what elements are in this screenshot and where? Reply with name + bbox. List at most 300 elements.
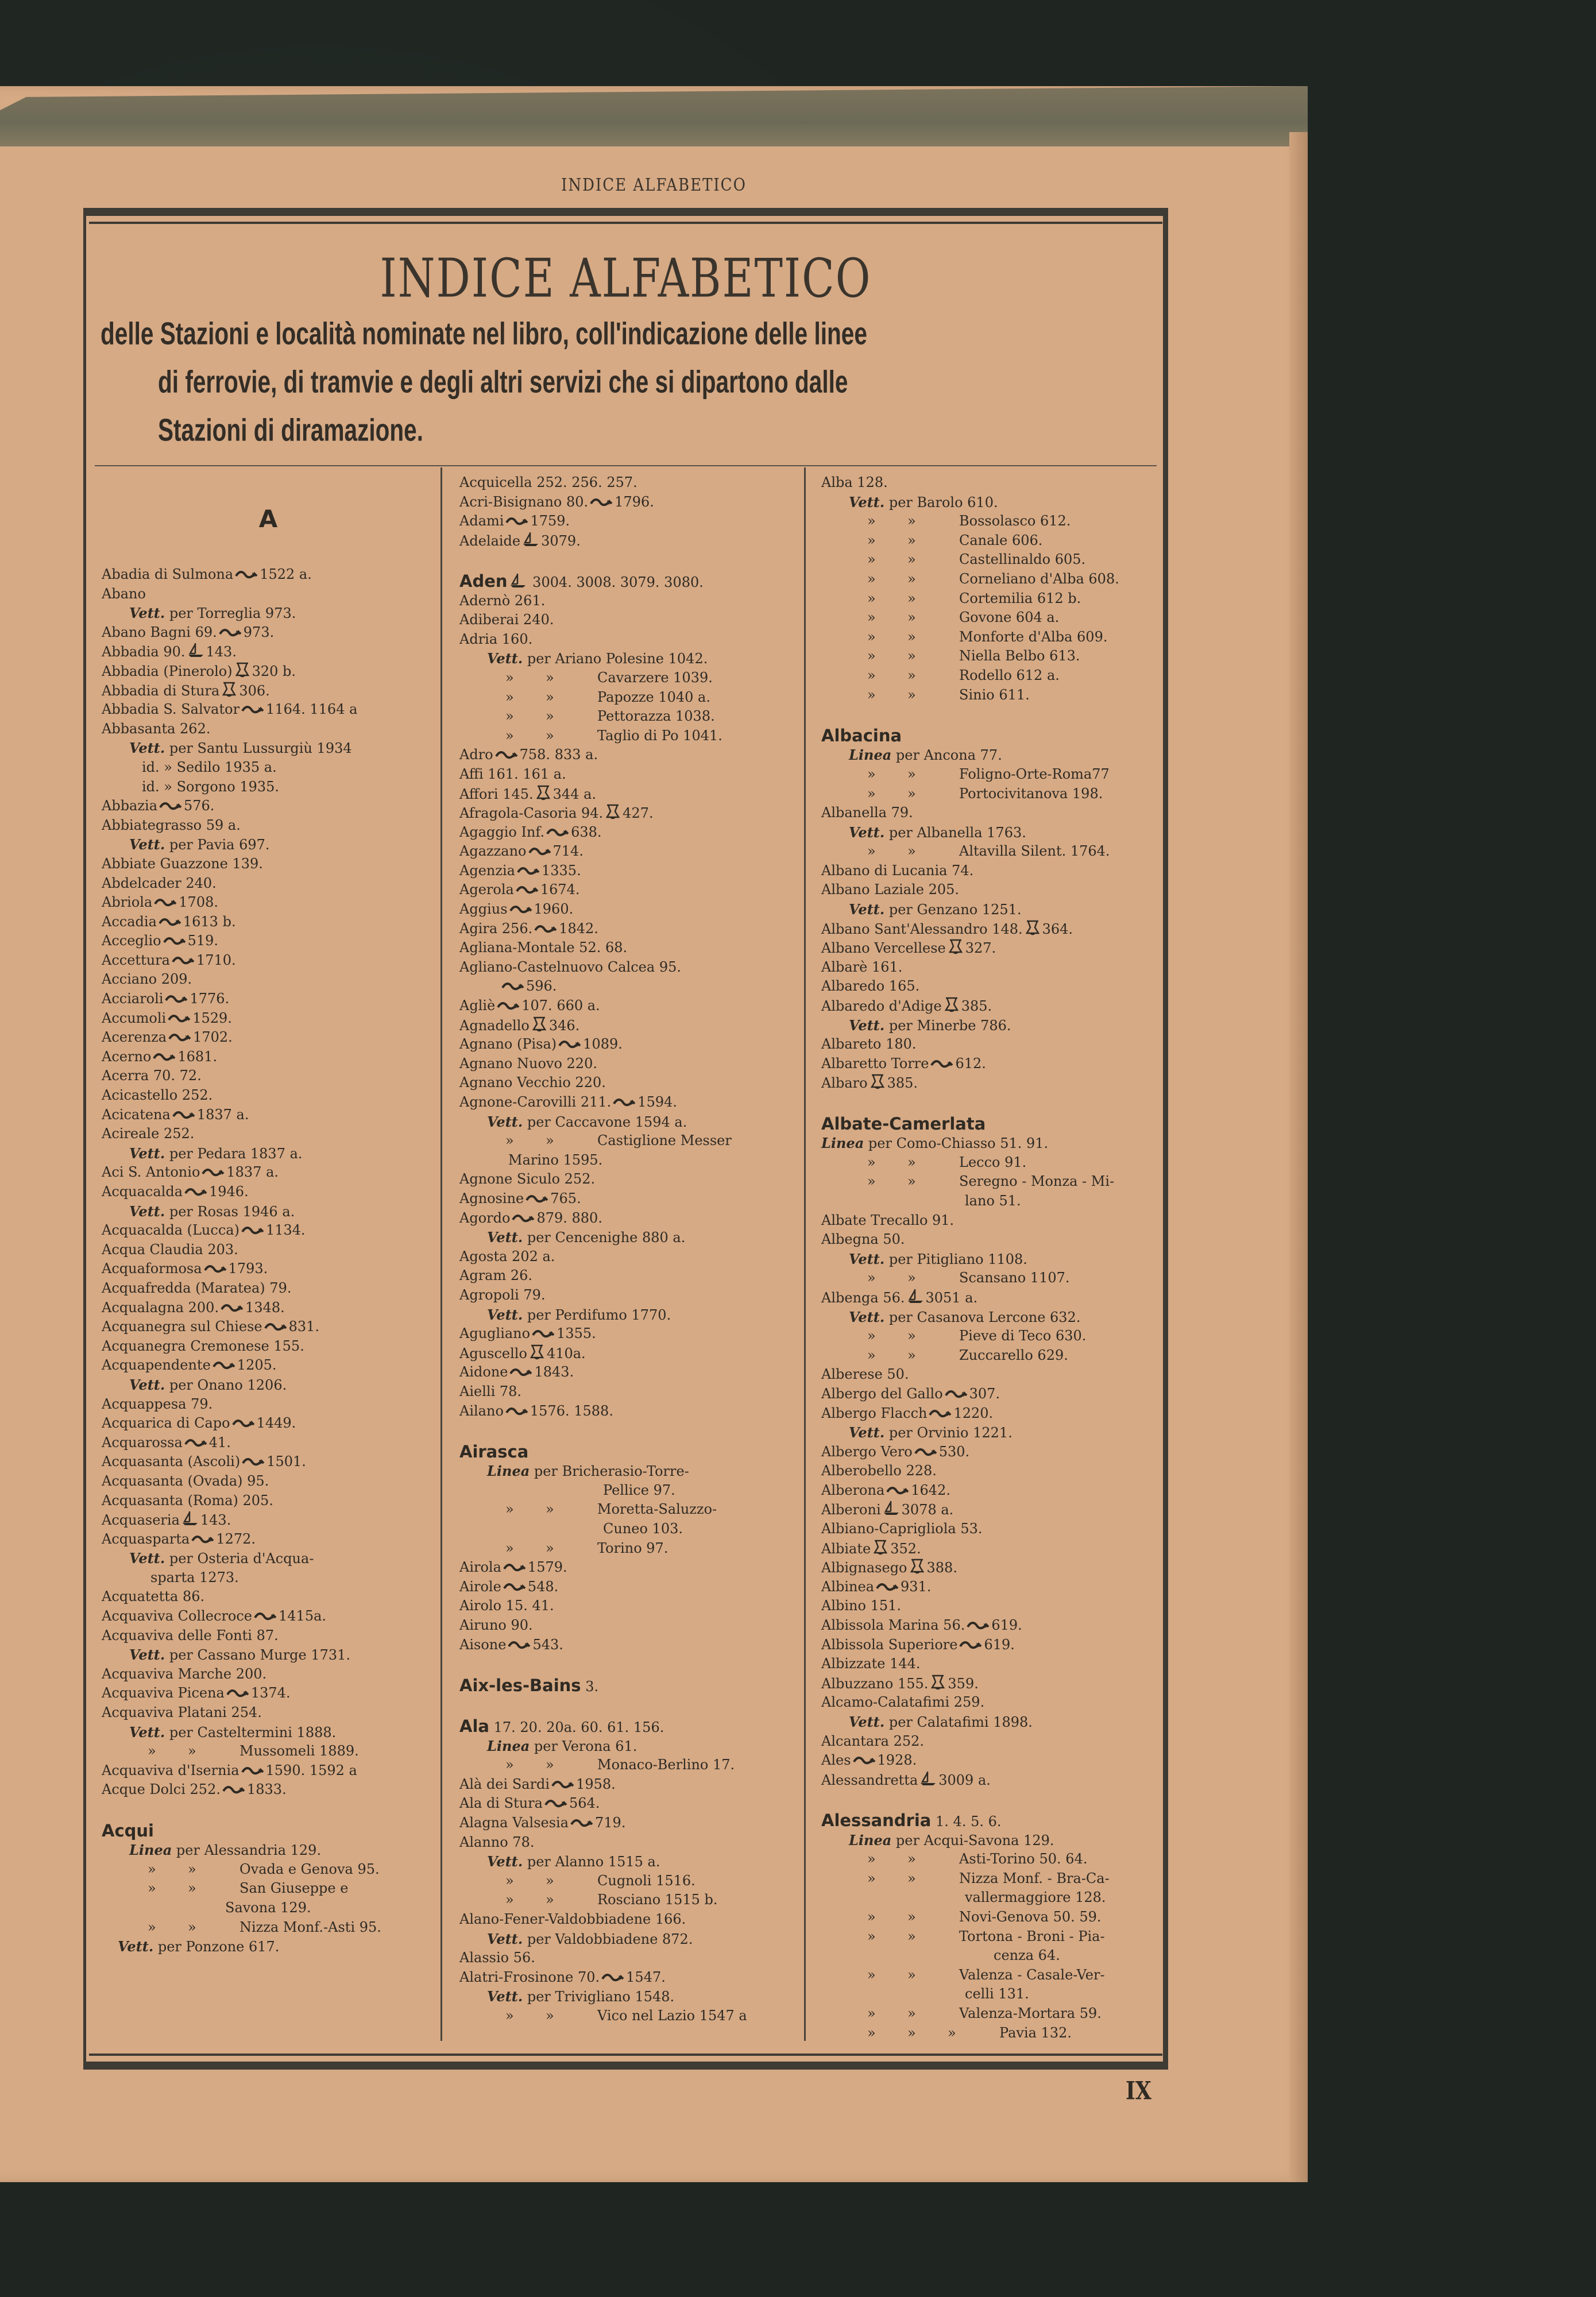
entry-pages: 385. xyxy=(961,998,992,1015)
index-entry xyxy=(821,1654,1160,1674)
ditto-mark: » xyxy=(907,1154,916,1170)
entry-name: Aielli 78. xyxy=(459,1383,522,1399)
entry-pages: 1579. xyxy=(527,1559,567,1576)
ditto-mark: » xyxy=(867,1851,876,1867)
index-entry xyxy=(102,1298,435,1318)
entry-name: Acquanegra Cremonese 155. xyxy=(102,1337,304,1354)
index-entry xyxy=(102,796,435,816)
service-type: Vett. xyxy=(849,1016,885,1034)
index-entry xyxy=(821,1054,1160,1074)
service-type: Vett. xyxy=(129,1202,165,1220)
vettura-line xyxy=(102,604,435,623)
entry-name: Accadia xyxy=(102,913,157,930)
index-entry xyxy=(821,1500,1160,1519)
destination: Cavarzere 1039. xyxy=(597,669,713,686)
entry-name: Acquacalda (Lucca) xyxy=(102,1222,239,1239)
index-entry xyxy=(459,996,798,1016)
destination: Pieve di Teco 630. xyxy=(959,1328,1087,1344)
vettura-line xyxy=(102,1144,435,1163)
index-column-3 xyxy=(821,473,1160,2043)
ditto-mark: » xyxy=(867,1870,876,1886)
ditto-destination xyxy=(459,1539,798,1559)
entry-pages: 638. xyxy=(571,823,602,840)
entry-pages: 1576. 1588. xyxy=(530,1402,613,1419)
ditto-mark: » xyxy=(188,1861,196,1877)
ditto-mark: » xyxy=(546,1540,554,1556)
bell-icon xyxy=(234,662,250,683)
entry-name: Acerno xyxy=(102,1048,152,1065)
ditto-destination xyxy=(821,1172,1160,1192)
index-entry xyxy=(102,1105,435,1125)
entry-name: Acqua Claudia 203. xyxy=(102,1241,238,1258)
entry-name: Abbiate Guazzone 139. xyxy=(102,855,263,872)
destination: per Verona 61. xyxy=(534,1738,637,1754)
entry-name: Agazzano xyxy=(459,843,527,860)
ditto-destination xyxy=(821,1269,1160,1288)
index-entry xyxy=(821,1461,1160,1481)
destination: Castiglione Messer xyxy=(597,1132,732,1149)
tram-wave-icon xyxy=(226,1685,249,1705)
ditto-mark: » xyxy=(867,667,876,683)
destination: Nizza Monf. - Bra-Ca- xyxy=(959,1870,1110,1886)
entry-pages: 327. xyxy=(965,940,996,957)
index-entry xyxy=(821,473,1160,493)
index-entry xyxy=(459,1910,798,1929)
entry-name: Airolo 15. 41. xyxy=(459,1598,554,1614)
index-entry xyxy=(821,1635,1160,1655)
index-entry xyxy=(102,1491,435,1511)
service-type: Linea xyxy=(129,1842,172,1859)
ditto-mark: » xyxy=(867,1928,876,1944)
vettura-line xyxy=(102,835,435,854)
index-entry xyxy=(459,784,798,804)
entry-pages: 1355. xyxy=(557,1325,596,1342)
bell-icon xyxy=(605,803,621,825)
destination: Rodello 612 a. xyxy=(959,667,1060,683)
destination: lano 51. xyxy=(965,1192,1021,1209)
tram-wave-icon xyxy=(512,1211,535,1230)
spacer xyxy=(102,1800,435,1819)
index-entry-junction xyxy=(459,1717,798,1737)
ditto-mark: » xyxy=(546,1872,554,1889)
ditto-mark: » xyxy=(907,1908,916,1925)
linea-line xyxy=(821,1831,1160,1850)
ditto-mark: » xyxy=(907,667,916,683)
continuation xyxy=(821,1888,1160,1908)
destination: Ovada e Genova 95. xyxy=(239,1861,380,1877)
frame-right-border xyxy=(1163,208,1168,2070)
tram-wave-icon xyxy=(154,895,177,914)
index-column-2 xyxy=(459,473,798,2026)
entry-name: Acquaviva delle Fonti 87. xyxy=(102,1627,279,1644)
index-entry xyxy=(459,1189,798,1209)
index-entry xyxy=(102,1028,435,1047)
entry-name: Alba 128. xyxy=(821,474,888,490)
ditto-mark: » xyxy=(907,1347,916,1363)
page-number: IX xyxy=(1126,2076,1151,2106)
destination: Taglio di Po 1041. xyxy=(597,727,722,744)
entry-name: Agnone Siculo 252. xyxy=(459,1171,596,1188)
destination: per Minerbe 786. xyxy=(888,1017,1011,1034)
destination: per Alessandria 129. xyxy=(176,1842,322,1859)
service-type: Linea xyxy=(487,1737,530,1754)
ditto-mark: » xyxy=(907,2005,916,2021)
index-entry xyxy=(102,1761,435,1781)
index-entry xyxy=(459,1794,798,1813)
vettura-line xyxy=(102,1723,435,1742)
vettura-line xyxy=(459,1987,798,2006)
ditto-destination xyxy=(821,1908,1160,1927)
destination: Papozze 1040 a. xyxy=(597,689,710,705)
vettura-line xyxy=(821,1423,1160,1443)
entry-name: Acquanegra sul Chiese xyxy=(102,1318,262,1335)
index-entry xyxy=(459,1209,798,1228)
entry-pages: 3079. xyxy=(541,532,581,549)
index-entry xyxy=(459,900,798,919)
index-entry xyxy=(102,1356,435,1375)
linea-line xyxy=(821,745,1160,765)
destination: Cuneo 103. xyxy=(603,1521,683,1537)
index-entry xyxy=(102,1279,435,1298)
destination: Savona 129. xyxy=(225,1899,311,1916)
entry-pages: 765. xyxy=(550,1190,581,1206)
index-entry-junction xyxy=(821,1811,1160,1831)
entry-name: Albanella 79. xyxy=(821,805,913,821)
destination: per Caccavone 1594 a. xyxy=(527,1113,687,1130)
index-entry xyxy=(102,893,435,912)
index-entry-junction xyxy=(821,726,1160,746)
ditto-mark: » xyxy=(505,1872,514,1889)
entry-pages: 1928. xyxy=(877,1752,917,1769)
entry-pages: 3009 a. xyxy=(938,1772,991,1788)
entry-pages: 3078 a. xyxy=(901,1502,954,1518)
destination: Monaco-Berlino 17. xyxy=(597,1757,735,1773)
id-destination xyxy=(102,778,435,797)
entry-name: Acquaviva d'Isernia xyxy=(102,1762,239,1778)
entry-name: Acri-Bisignano 80. xyxy=(459,493,589,510)
destination: per Onano 1206. xyxy=(169,1376,287,1393)
index-entry xyxy=(821,1732,1160,1751)
destination: Nizza Monf.-Asti 95. xyxy=(239,1919,381,1935)
ditto-mark: » xyxy=(867,532,876,548)
entry-name: Acquasanta (Roma) 205. xyxy=(102,1492,273,1509)
tram-wave-icon xyxy=(853,1753,876,1772)
index-entry xyxy=(459,745,798,765)
entry-pages: 1958. xyxy=(576,1776,616,1792)
index-entry xyxy=(821,938,1160,958)
ditto-mark: » xyxy=(907,1870,916,1886)
index-entry xyxy=(102,1182,435,1202)
ditto-mark: » xyxy=(148,1880,156,1897)
ditto-mark: » xyxy=(505,1892,514,1908)
index-entry xyxy=(459,880,798,900)
tram-wave-icon xyxy=(191,1532,214,1551)
index-entry xyxy=(102,1395,435,1414)
continuation xyxy=(821,1192,1160,1211)
index-entry xyxy=(102,681,435,701)
entry-name: Albegna 50. xyxy=(821,1231,905,1248)
tram-wave-icon xyxy=(242,1454,265,1474)
steamer-icon xyxy=(883,1500,900,1522)
destination: per Casanova Lercone 632. xyxy=(888,1309,1081,1325)
entry-name: Alatri-Frosinone 70. xyxy=(459,1969,600,1985)
index-entry xyxy=(459,493,798,512)
index-entry-junction xyxy=(102,1822,435,1841)
entry-name: Agliana-Montale 52. 68. xyxy=(459,939,628,956)
junction-name: Ala xyxy=(459,1716,489,1736)
index-entry xyxy=(459,1382,798,1402)
entry-name: Acicastello 252. xyxy=(102,1087,213,1104)
index-entry xyxy=(459,842,798,861)
ditto-mark: » xyxy=(907,1328,916,1344)
continuation xyxy=(459,1151,798,1170)
ditto-mark: » xyxy=(867,570,876,587)
spacer xyxy=(821,1789,1160,1809)
service-type: Vett. xyxy=(129,836,165,853)
ditto-destination xyxy=(821,666,1160,686)
index-entry xyxy=(102,816,435,836)
ditto-mark: » xyxy=(867,765,876,782)
entry-pages: 714. xyxy=(552,843,583,860)
tram-wave-icon xyxy=(222,1782,245,1801)
index-entry xyxy=(459,1833,798,1853)
ditto-destination xyxy=(459,726,798,746)
ditto-mark: » xyxy=(867,1966,876,1983)
entry-pages: 3. xyxy=(585,1678,599,1695)
entry-name: Agnano Vecchio 220. xyxy=(459,1074,606,1091)
subtitle-line-1: delle Stazioni e località nominate nel libro, coll'indicazione delle linee xyxy=(101,316,867,351)
entry-pages: 359. xyxy=(948,1675,979,1692)
destination: per Albanella 1763. xyxy=(888,824,1026,841)
entry-pages: 1348. xyxy=(245,1299,285,1316)
entry-pages: 548. xyxy=(527,1578,559,1595)
index-entry xyxy=(459,1093,798,1112)
entry-name: Adria 160. xyxy=(459,631,533,647)
ditto-mark: » xyxy=(867,513,876,529)
destination: Scansano 1107. xyxy=(959,1270,1070,1286)
service-type: Vett. xyxy=(129,1723,165,1741)
ditto-mark: » xyxy=(505,708,514,725)
entry-pages: 1759. xyxy=(530,513,570,529)
id-destination xyxy=(102,758,435,778)
ditto-mark: » xyxy=(505,1540,514,1556)
entry-pages: 1708. xyxy=(179,894,218,911)
destination: Moretta-Saluzzo- xyxy=(597,1501,717,1518)
entry-pages: 410a. xyxy=(546,1345,586,1362)
destination: sparta 1273. xyxy=(150,1569,239,1586)
entry-name: Airuno 90. xyxy=(459,1617,533,1634)
index-entry xyxy=(102,585,435,604)
entry-name: Alberese 50. xyxy=(821,1366,909,1383)
ditto-mark: » xyxy=(148,1743,156,1760)
bell-icon xyxy=(909,1558,925,1580)
ditto-mark: » xyxy=(867,785,876,802)
ditto-destination xyxy=(459,1131,798,1151)
destination: celli 131. xyxy=(965,1986,1029,2002)
entry-name: Albergo del Gallo xyxy=(821,1385,943,1402)
running-head: INDICE ALFABETICO xyxy=(561,175,747,196)
entry-name: Agnano (Pisa) xyxy=(459,1036,557,1053)
index-entry xyxy=(459,1286,798,1305)
ditto-destination xyxy=(459,1871,798,1891)
frame-bottom-inner-rule xyxy=(89,2054,1162,2056)
tram-wave-icon xyxy=(544,1796,567,1815)
destination: Rosciano 1515 b. xyxy=(597,1892,718,1908)
index-entry xyxy=(821,1751,1160,1770)
entry-name: Acquasparta xyxy=(102,1530,190,1547)
entry-name: Aggius xyxy=(459,901,508,918)
index-entry xyxy=(821,996,1160,1016)
ditto-mark: » xyxy=(867,648,876,664)
ditto-destination xyxy=(821,550,1160,570)
index-entry xyxy=(102,662,435,681)
vettura-line xyxy=(821,1016,1160,1035)
ditto-destination xyxy=(459,688,798,707)
entry-name: Aci S. Antonio xyxy=(102,1164,200,1181)
index-entry xyxy=(102,970,435,989)
index-entry xyxy=(821,1365,1160,1385)
vettura-line xyxy=(821,493,1160,512)
ditto-destination xyxy=(459,2006,798,2026)
linea-line xyxy=(459,1461,798,1481)
entry-pages: 1134. xyxy=(265,1222,306,1239)
destination: Bossolasco 612. xyxy=(959,513,1071,529)
ditto-mark: » xyxy=(867,551,876,568)
destination: Marino 1595. xyxy=(508,1151,603,1168)
index-entry xyxy=(459,512,798,531)
index-entry xyxy=(821,1211,1160,1231)
entry-pages: 1501. xyxy=(266,1453,306,1470)
entry-name: Acquaviva Marche 200. xyxy=(102,1665,267,1682)
tram-wave-icon xyxy=(534,921,557,941)
spacer xyxy=(821,1093,1160,1112)
entry-name: Acquaviva Platani 254. xyxy=(102,1704,262,1721)
frame-bottom-rule xyxy=(83,2062,1168,2070)
service-type: Vett. xyxy=(849,493,885,511)
entry-pages: 758. 833 a. xyxy=(519,747,598,763)
tram-wave-icon xyxy=(516,882,539,902)
destination: per Ancona 77. xyxy=(895,747,1002,764)
destination: Valenza - Casale-Ver- xyxy=(959,1966,1105,1983)
entry-name: Airole xyxy=(459,1578,501,1595)
entry-name: Airola xyxy=(459,1559,501,1576)
ditto-destination xyxy=(821,1869,1160,1889)
index-entry xyxy=(821,919,1160,939)
tram-wave-icon xyxy=(232,1416,255,1435)
destination: per Ariano Polesine 1042. xyxy=(527,651,708,667)
entry-name: Abbazia xyxy=(102,798,157,814)
junction-name: Alessandria xyxy=(821,1810,932,1830)
entry-name: Agropoli 79. xyxy=(459,1286,546,1303)
index-entry xyxy=(821,1288,1160,1308)
service-type: Linea xyxy=(849,1831,892,1849)
entry-name: Alberoni xyxy=(821,1502,881,1518)
destination: per Calatafimi 1898. xyxy=(888,1714,1033,1730)
index-entry xyxy=(821,1539,1160,1559)
destination: per Pavia 697. xyxy=(169,837,270,853)
ditto-mark: » xyxy=(505,1132,514,1149)
ditto-destination xyxy=(821,1327,1160,1346)
tram-wave-icon xyxy=(886,1483,909,1502)
vettura-line xyxy=(459,1305,798,1325)
index-entry xyxy=(459,1324,798,1344)
destination: cenza 64. xyxy=(994,1947,1060,1964)
entry-name: Albinea xyxy=(821,1578,875,1595)
entry-pages: 320 b. xyxy=(252,663,296,679)
entry-pages: 576. xyxy=(184,798,215,814)
vettura-line xyxy=(821,900,1160,919)
tram-wave-icon xyxy=(497,998,520,1018)
destination: Valenza-Mortara 59. xyxy=(959,2005,1102,2021)
service-type: Vett. xyxy=(487,1113,523,1130)
destination: Tortona - Broni - Pia- xyxy=(959,1928,1105,1944)
ditto-destination xyxy=(821,1346,1160,1366)
ditto-destination xyxy=(821,628,1160,647)
entry-name: Accettura xyxy=(102,952,170,968)
entry-name: Acquaviva Collecroce xyxy=(102,1608,253,1625)
steamer-icon xyxy=(919,1770,937,1792)
tram-wave-icon xyxy=(202,1165,225,1184)
vettura-line xyxy=(459,1852,798,1871)
ditto-mark: » xyxy=(505,2007,514,2024)
index-entry xyxy=(102,1259,435,1279)
ditto-destination xyxy=(821,2004,1160,2024)
destination: per Alanno 1515 a. xyxy=(527,1854,660,1870)
subtitle-line-2: di ferrovie, di tramvie e degli altri servizi che si dipartono dalle xyxy=(158,365,848,400)
entry-pages: 973. xyxy=(243,624,275,640)
entry-pages: 385. xyxy=(887,1075,918,1092)
entry-pages: 388. xyxy=(926,1560,957,1576)
ditto-destination xyxy=(821,686,1160,705)
index-entry xyxy=(459,1813,798,1833)
destination: per Orvinio 1221. xyxy=(888,1425,1013,1441)
index-entry xyxy=(102,1163,435,1182)
entry-pages: 543. xyxy=(532,1636,563,1653)
ditto-destination xyxy=(102,1742,435,1761)
destination: Torino 97. xyxy=(597,1540,668,1556)
ditto-mark: » xyxy=(867,2024,876,2041)
tram-wave-icon xyxy=(168,1030,191,1049)
vettura-line xyxy=(821,1250,1160,1269)
tram-wave-icon xyxy=(163,933,186,953)
destination: San Giuseppe e xyxy=(239,1880,349,1897)
entry-name: Albuzzano 155. xyxy=(821,1675,929,1692)
tram-wave-icon xyxy=(876,1579,899,1599)
index-entry xyxy=(102,1684,435,1703)
spacer xyxy=(459,1421,798,1440)
destination: Foligno-Orte-Roma77 xyxy=(959,765,1110,782)
ditto-mark: » xyxy=(907,843,916,860)
destination: Portocivitanova 198. xyxy=(959,785,1103,802)
vettura-line xyxy=(459,1929,798,1949)
vettura-line xyxy=(459,1112,798,1132)
destination: per Valdobbiadene 872. xyxy=(527,1931,693,1947)
ditto-mark: » xyxy=(907,1851,916,1867)
destination: per Genzano 1251. xyxy=(888,902,1022,918)
ditto-destination xyxy=(821,842,1160,861)
destination: Govone 604 a. xyxy=(959,609,1060,626)
entry-name: Acquasanta (Ascoli) xyxy=(102,1453,241,1470)
entry-pages: 1674. xyxy=(540,881,580,898)
entry-name: Abano xyxy=(102,585,146,602)
ditto-destination xyxy=(459,1500,798,1519)
index-entry xyxy=(821,1404,1160,1424)
index-entry xyxy=(459,1635,798,1655)
entry-pages: 1529. xyxy=(192,1010,232,1026)
vettura-line xyxy=(102,1375,435,1395)
ditto-mark: » xyxy=(867,590,876,606)
entry-pages: 3004. 3008. 3079. 3080. xyxy=(532,574,704,590)
